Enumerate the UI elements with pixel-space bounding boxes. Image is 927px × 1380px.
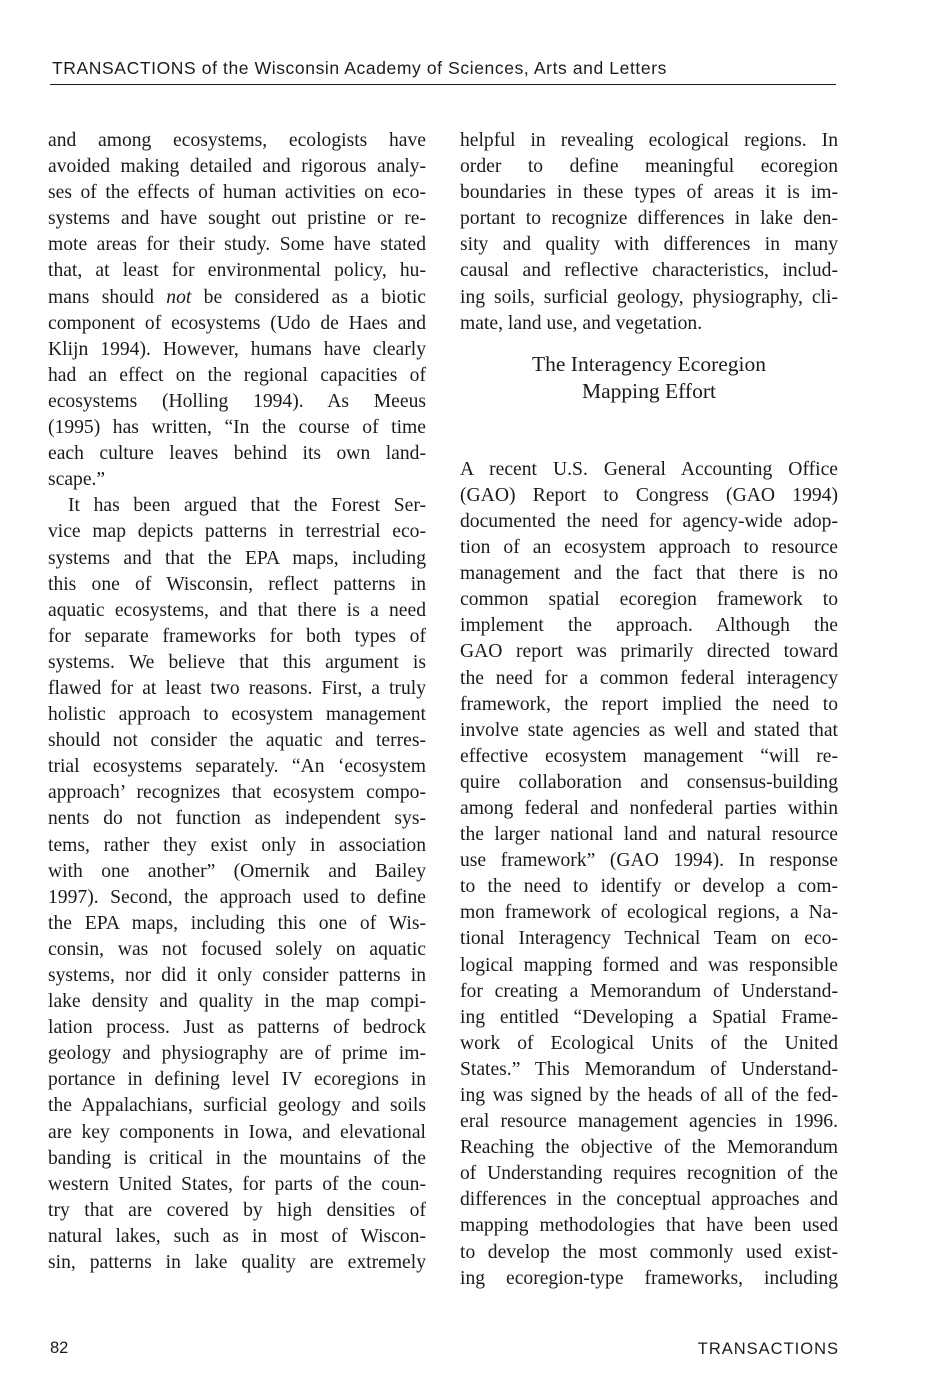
text-line: the larger national land and natural resource [460,824,838,846]
text-line: vice map depicts patterns in terrestrial eco- [48,521,426,543]
text-line: portant to recognize differences in lake den- [460,208,838,230]
text-line: each culture leaves behind its own land- [48,443,426,465]
header-rule [50,84,836,85]
text-line: banding is critical in the mountains of the [48,1147,426,1169]
text-line: that, at least for environmental policy, hu- [48,260,426,282]
text-line: approach’ recognizes that ecosystem compo- [48,782,426,804]
text-line: to the need to identify or develop a com- [460,876,838,898]
text-line: tion of an ecosystem approach to resource [460,537,838,559]
text-line: (1995) has written, “In the course of time [48,417,426,439]
running-head: TRANSACTIONS of the Wisconsin Academy of Sciences, Arts and Letters [52,58,668,78]
text-line: are key components in Iowa, and elevational [48,1121,426,1143]
text-line: natural lakes, such as in most of Wiscon- [48,1225,426,1247]
text-line: ing was signed by the heads of all of the fed- [460,1085,838,1106]
right-body-paragraph [460,457,838,1292]
text-line: documented the need for agency-wide adop- [460,510,838,532]
text-line: ses of the effects of human activities on eco- [48,182,426,204]
text-line: use framework” (GAO 1994). In response [460,850,838,872]
text-line: mote areas for their study. Some have stated [48,234,426,256]
text-line: It has been argued that the Forest Ser- [68,495,426,517]
text-line: scape.” [48,469,106,491]
text-line: had an effect on the regional capacities of [48,364,426,386]
text-line: mapping methodologies that have been used [460,1215,838,1237]
text-line: geology and physiography are of prime im- [48,1043,426,1065]
text-line: involve state agencies as well and stated that [460,719,838,741]
text-line: management and the fact that there is no [460,563,838,585]
text-line: for creating a Memorandum of Understand- [460,980,838,1002]
text-line: consin, was not focused solely on aquatic [48,938,426,960]
text-line: nents do not function as independent sys- [48,808,426,830]
text-line: quire collaboration and consensus-building [460,771,838,793]
text-line: GAO report was primarily directed toward [460,641,838,663]
text-line: mans should not be considered as a biotic [48,286,426,308]
text-line: sin, patterns in lake quality are extremely [48,1252,426,1274]
text-line: the Appalachians, surficial geology and soils [48,1095,426,1117]
text-line: Klijn 1994). However, humans have clearly [48,338,426,360]
text-line: should not consider the aquatic and terres- [48,730,426,752]
text-line: of Understanding requires recognition of the [460,1163,838,1185]
text-line: the EPA maps, including this one of Wis- [48,912,426,934]
right-intro-paragraph [460,128,838,337]
text-line: systems, nor did it only consider patterns in [48,965,426,986]
text-line: mon framework of ecological regions, a Na- [460,902,838,924]
text-line: component of ecosystems (Udo de Haes and [48,312,426,334]
text-line: ing soils, surficial geology, physiography, cli- [460,286,838,308]
section-heading-line-1: The Interagency Ecoregion [532,351,766,376]
text-line: tems, rather they exist only in association [48,834,426,856]
text-line: implement the approach. Although the [460,615,838,637]
text-line: framework, the report implied the need to [460,693,838,715]
text-line: boundaries in these types of areas it is im- [460,182,838,204]
text-line: causal and reflective characteristics, includ- [460,260,838,282]
text-line: among federal and nonfederal parties within [460,797,838,819]
text-line: ecosystems (Holling 1994). As Meeus [48,390,426,412]
text-line: avoided making detailed and rigorous analy- [48,156,426,178]
text-line: systems and that the EPA maps, including [48,547,426,569]
text-line: and among ecosystems, ecologists have [48,130,426,151]
text-line: work of Ecological Units of the United [460,1032,838,1054]
text-line: lake density and quality in the map compi- [48,991,426,1013]
text-line: systems. We believe that this argument is [48,651,426,673]
text-line: States.” This Memorandum of Understand- [460,1058,838,1080]
text-line: for separate frameworks for both types of [48,625,426,647]
emphasis: not [166,286,192,308]
text-line: 1997). Second, the approach used to define [48,886,426,908]
text-line: eral resource management agencies in 1996. [460,1111,838,1133]
text-line: differences in the conceptual approaches and [460,1189,838,1211]
text-line: tional Interagency Technical Team on eco- [460,928,838,950]
text-line: portance in defining level IV ecoregions in [48,1069,426,1091]
right-column [460,128,838,1292]
text-line: trial ecosystems separately. “An ‘ecosystem [48,756,426,778]
footer-journal-title: TRANSACTIONS [697,1340,839,1358]
text-line: order to define meaningful ecoregion [460,156,838,178]
text-line: the need for a common federal interagency [460,667,838,689]
text-line: systems and have sought out pristine or re- [48,208,426,230]
text-line: aquatic ecosystems, and that there is a need [48,599,426,621]
text-line: mate, land use, and vegetation. [460,312,703,334]
text-line: ing ecoregion-type frameworks, including [460,1267,838,1289]
text-line: with one another” (Omernik and Bailey [48,860,426,882]
text-line: western United States, for parts of the coun- [48,1173,426,1195]
section-heading [460,337,838,457]
text-line: (GAO) Report to Congress (GAO 1994) [460,484,838,506]
text-line: try that are covered by high densities of [48,1199,426,1221]
text-line: this one of Wisconsin, reflect patterns in [48,573,426,595]
text-line: A recent U.S. General Accounting Office [460,458,838,480]
text-line: holistic approach to ecosystem management [48,704,426,726]
text-line: Reaching the objective of the Memorandum [460,1137,838,1159]
text-line: ing entitled “Developing a Spatial Frame- [460,1006,838,1028]
text-line: to develop the most commonly used exist- [460,1241,838,1263]
text-line: flawed for at least two reasons. First, a truly [48,677,426,699]
text-line: lation process. Just as patterns of bedrock [48,1017,426,1039]
section-heading-line-2: Mapping Effort [582,378,716,403]
text-line: helpful in revealing ecological regions. In [460,130,838,151]
text-line: common spatial ecoregion framework to [460,589,838,611]
text-line: effective ecosystem management “will re- [460,745,838,767]
page-number: 82 [50,1339,69,1357]
left-column [48,128,426,1276]
text-line: sity and quality with differences in many [460,234,838,256]
text-line: logical mapping formed and was responsible [460,954,838,976]
